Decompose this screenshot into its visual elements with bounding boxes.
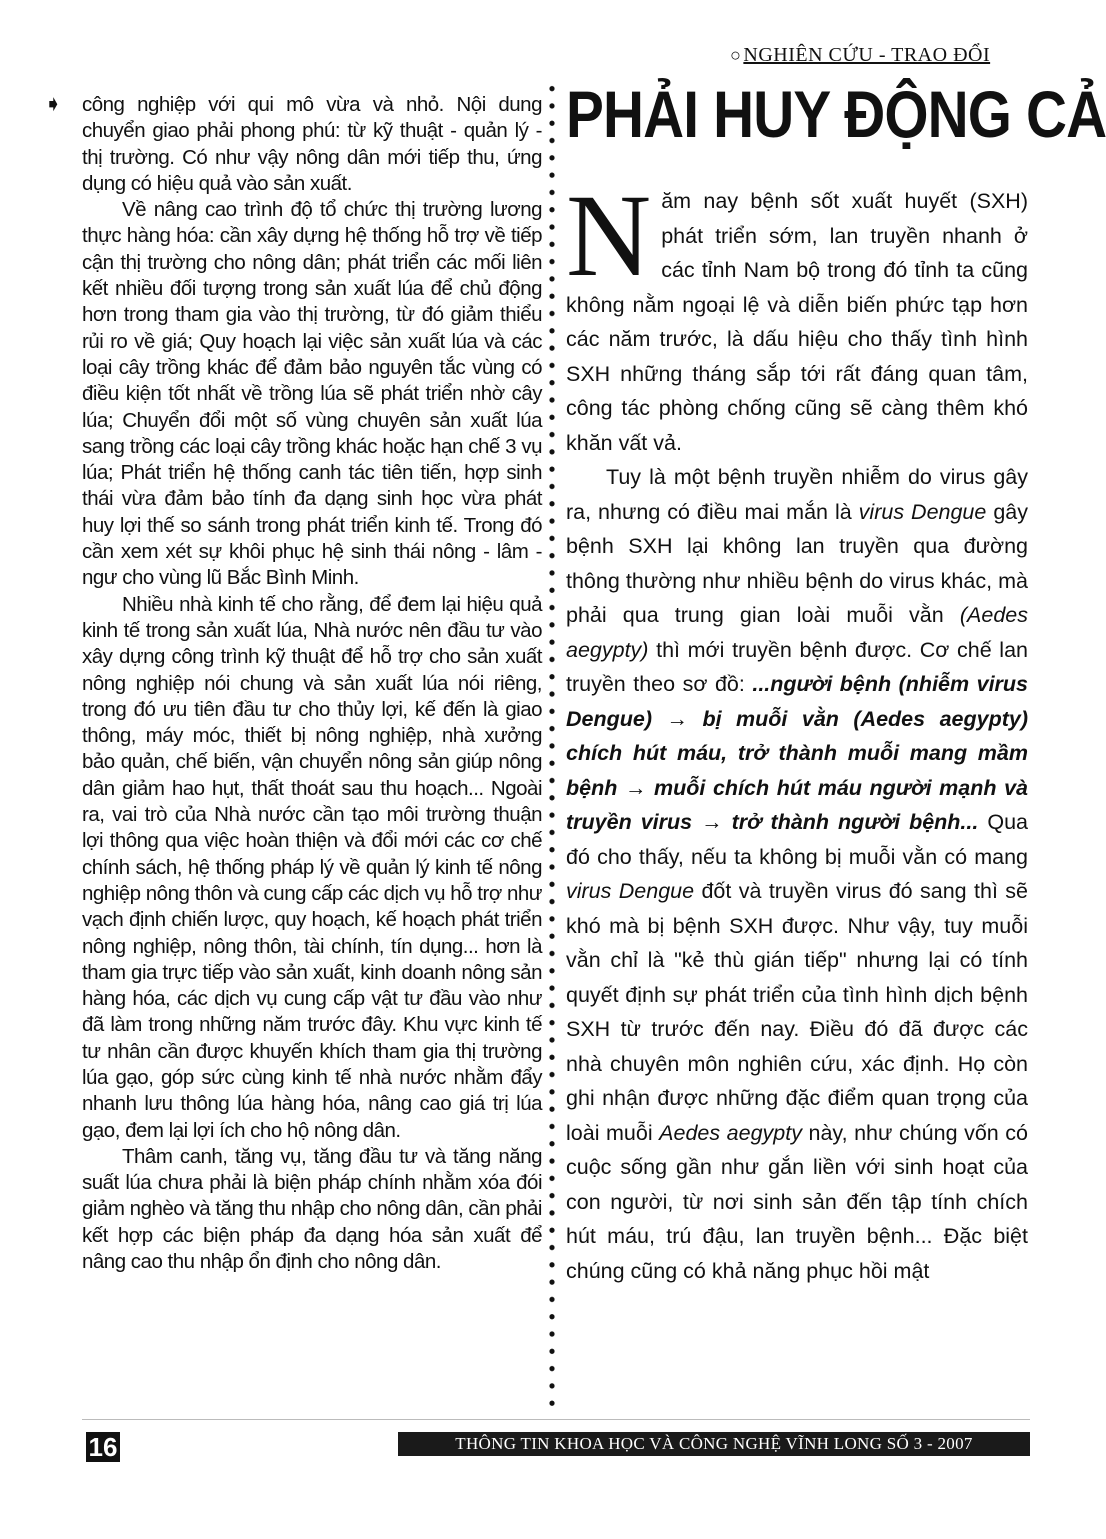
right-paragraph-2 — [566, 460, 1028, 1288]
left-paragraph-1: công nghiệp với qui mô vừa và nhỏ. Nội dung chuyển giao phải phong phú: từ kỹ thuật - quản lý - thị trường. Có như vậy nông dân mới tiếp thu, ứng dụng có hiệu quả vào sản xuất. — [82, 93, 542, 195]
drop-cap: N — [566, 170, 652, 301]
circle-icon: ○ — [730, 45, 742, 65]
right-paragraph-1 — [566, 170, 1028, 460]
text-run: thì mới truyền bệnh được. Cơ chế lan truyền theo sơ đồ: — [566, 637, 1028, 696]
text-run: Tuy là một bệnh truyền nhiễm do virus gây ra, nhưng có điều mai mắn là — [566, 465, 1028, 524]
right-column — [566, 170, 1028, 1414]
text-run: đốt và truyền virus đó sang thì sẽ khó mà bị bệnh SXH được. Như vậy, tuy muỗi vằn chỉ là "kẻ thù gián tiếp" nhưng lại có tính quyết định sự phát triển của tình hình dịch bệnh SXH từ trước đến nay. Điều đó đã được các nhà chuyên môn nghiên cứu, xác định. Họ còn ghi nhận được những đặc điểm quan trọng của loài muỗi — [566, 879, 1028, 1145]
italic-run: Aedes aegypty — [659, 1120, 802, 1145]
article-headline: PHẢI HUY ĐỘNG CẢ — [566, 77, 1106, 151]
left-paragraph-4: Thâm canh, tăng vụ, tăng đầu tư và tăng năng suất lúa chưa phải là biện pháp chính nhằm xóa đói giảm nghèo và tăng thu nhập cho nông dân, cần phải kết hợp các biện pháp đa dạng hóa sản xuất để nâng cao thu nhập ổn định cho nông dân. — [82, 1144, 542, 1274]
italic-run: (Aedes aegypty) — [566, 603, 1028, 662]
footer-divider — [82, 1419, 1030, 1420]
text-run: gây bệnh SXH lại không lan truyền qua đường thông thường như nhiều bệnh do virus khác, mà phải qua trung gian loài muỗi vằn — [566, 499, 1028, 627]
transmission-diagram-text: ...người bệnh (nhiễm virus Dengue) → bị muỗi vằn (Aedes aegypty) chích hút máu, trở thành muỗi mang mầm bệnh → muỗi chích hút máu người mạnh và truyền virus → trở thành người bệnh... — [566, 672, 1028, 834]
text-run: này, như chúng vốn có cuộc sống gần như gắn liền với sinh hoạt của con người, từ nơi sinh sản đến tập tính chích hút máu, trú đậu, lan truyền bệnh... Đặc biệt chúng cũng có khả năng phục hồi mật — [566, 1120, 1028, 1283]
left-paragraph-2: Về nâng cao trình độ tổ chức thị trường lương thực hàng hóa: cần xây dựng hệ thống hỗ trợ về tiếp cận thị trường cho nông dân; phát triển các mối liên kết nhiều đối tượng trong sản xuất lúa để chủ động hơn trong tham gia vào thị trường, từ đó giảm thiểu rủi ro về giá; Quy hoạch lại việc sản xuất lúa và các loại cây trồng khác để đảm bảo nguyên tắc vùng có điều kiện tốt nhất về trồng lúa sẽ phát triển nhờ cây lúa; Chuyển đổi một số vùng chuyên sản xuất lúa sang trồng các loại cây trồng khác hoặc hạn chế 3 vụ lúa; Phát triển hệ thống canh tác tiên tiến, hợp sinh thái vừa đảm bảo tính đa dạng sinh học vừa phát huy lợi thế so sánh trong phát triển kinh tế. Trong đó cần xem xét sự khôi phục hệ sinh thái nông - lâm - ngư cho vùng lũ Bắc Bình Minh. — [82, 198, 542, 590]
section-label-text: NGHIÊN CỨU - TRAO ĐỔI — [743, 44, 991, 66]
publication-banner: THÔNG TIN KHOA HỌC VÀ CÔNG NGHỆ VĨNH LONG SỐ 3 - 2007 — [398, 1432, 1030, 1456]
right-paragraph-1-text: ăm nay bệnh sốt xuất huyết (SXH) phát triển sớm, lan truyền nhanh ở các tỉnh Nam bộ trong đó tỉnh ta cũng không nằm ngoại lệ và diễn biến phức tạp hơn các năm trước, là dấu hiệu cho thấy tình hình SXH những tháng sắp tới rất đáng quan tâm, công tác phòng chống cũng sẽ càng thêm khó khăn vất vả. — [566, 189, 1028, 455]
italic-run: virus Dengue — [566, 879, 695, 903]
page-number: 16 — [86, 1432, 120, 1462]
arrow-right-icon: ➧ — [44, 92, 63, 117]
italic-run: virus Dengue — [858, 499, 987, 524]
left-paragraph-3: Nhiều nhà kinh tế cho rằng, để đem lại hiệu quả kinh tế trong sản xuất lúa, Nhà nước nên đầu tư vào xây dựng công trình kỹ thuật để hỗ trợ cho sản xuất nông nghiệp nói chung và sản xuất lúa nói riêng, trong đó ưu tiên đầu tư cho thủy lợi, kế đến là giao thông, máy móc, thiết bị nông nghiệp, nhà xưởng bảo quản, chế biến, vận chuyển nông sản giúp nông dân giảm hao hụt, thất thoát sau thu hoạch... Ngoài ra, vai trò của Nhà nước cần tạo môi trường thuận lợi thông qua việc hoàn thiện và đổi mới các cơ chế chính sách, hệ thống pháp lý về quản lý kinh tế nông nghiệp nông thôn và cung cấp các dịch vụ hỗ trợ như vạch định chiến lược, quy hoạch, kế hoạch phát triển nông nghiệp, nông thôn, tài chính, tín dụng... hơn là tham gia trực tiếp vào sản xuất, kinh doanh nông sản hàng hóa, các dịch vụ cung cấp vật tư đầu vào như đã làm trong những năm trước đây. Khu vực kinh tế tư nhân cần được khuyến khích tham gia thị trường lúa gạo, góp sức cùng kinh tế nhà nước nhằm đẩy nhanh lưu thông lúa hàng hóa, nâng cao giá trị lúa gạo, đem lại lợi ích cho hộ nông dân. — [82, 592, 542, 1142]
column-divider-dots — [546, 80, 558, 1410]
section-label — [730, 44, 1030, 67]
left-column — [82, 92, 542, 1412]
text-run: Qua đó cho thấy, nếu ta không bị muỗi vằn có mang — [566, 810, 1028, 869]
